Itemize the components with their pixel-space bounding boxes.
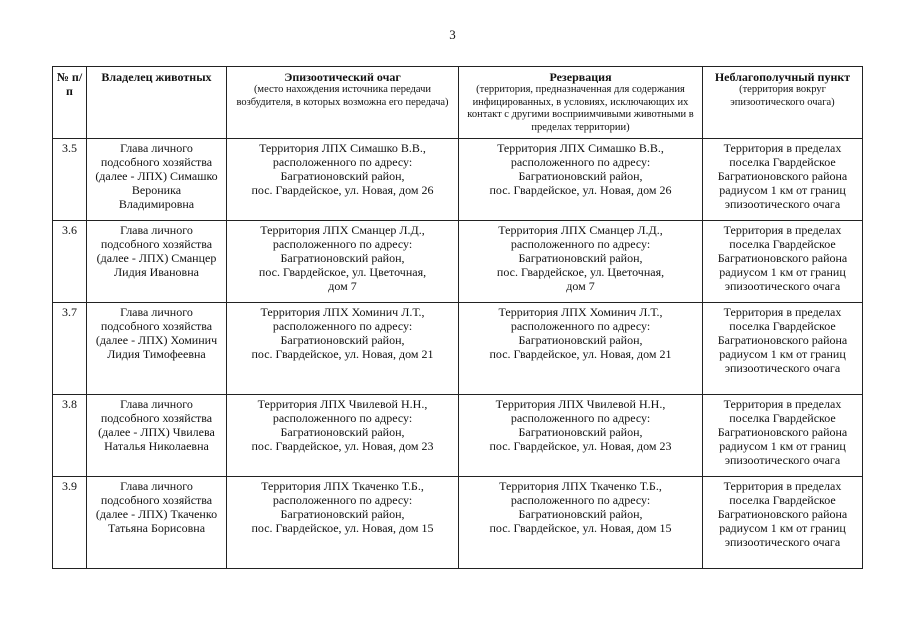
focus-cell: Территория ЛПХ Хоминич Л.Т., расположенного по адресу: Багратионовский район, пос. Гвардейское, ул. Новая, дом 21	[227, 303, 459, 395]
table-header-row	[53, 67, 863, 139]
epizootic-table	[52, 66, 863, 569]
header-reservation-subtitle: (территория, предназначенная для содержания инфицированных, в условиях, исключающих их контакт с другими восприимчивыми животными в пределах территории)	[467, 84, 694, 133]
focus-cell: Территория ЛПХ Сманцер Л.Д., расположенного по адресу: Багратионовский район, пос. Гвардейское, ул. Цветочная, дом 7	[227, 221, 459, 303]
header-focus-subtitle: (место нахождения источника передачи возбудителя, в которых возможна его передача)	[236, 84, 449, 108]
unfavorable-cell: Территория в пределах поселка Гвардейское Багратионовского района радиусом 1 км от границ эпизоотического очага	[703, 221, 863, 303]
header-owner: Владелец животных	[87, 67, 227, 139]
reservation-cell: Территория ЛПХ Ткаченко Т.Б., расположенного по адресу: Багратионовский район, пос. Гвардейское, ул. Новая, дом 15	[459, 477, 703, 569]
focus-cell: Территория ЛПХ Чвилевой Н.Н., расположенного по адресу: Багратионовский район, пос. Гвардейское, ул. Новая, дом 23	[227, 395, 459, 477]
row-number: 3.5	[53, 139, 87, 221]
unfavorable-cell: Территория в пределах поселка Гвардейское Багратионовского района радиусом 1 км от границ эпизоотического очага	[703, 139, 863, 221]
header-unfavorable	[703, 67, 863, 139]
table-row	[53, 303, 863, 395]
owner-cell: Глава личного подсобного хозяйства (далее - ЛПХ) Сманцер Лидия Ивановна	[87, 221, 227, 303]
row-number: 3.6	[53, 221, 87, 303]
table-row	[53, 139, 863, 221]
reservation-cell: Территория ЛПХ Сманцер Л.Д., расположенного по адресу: Багратионовский район, пос. Гвардейское, ул. Цветочная, дом 7	[459, 221, 703, 303]
owner-cell: Глава личного подсобного хозяйства (далее - ЛПХ) Хоминич Лидия Тимофеевна	[87, 303, 227, 395]
table-row	[53, 395, 863, 477]
reservation-cell: Территория ЛПХ Хоминич Л.Т., расположенного по адресу: Багратионовский район, пос. Гвардейское, ул. Новая, дом 21	[459, 303, 703, 395]
owner-cell: Глава личного подсобного хозяйства (далее - ЛПХ) Симашко Вероника Владимировна	[87, 139, 227, 221]
header-focus-title: Эпизоотический очаг	[284, 70, 401, 84]
reservation-cell: Территория ЛПХ Чвилевой Н.Н., расположенного по адресу: Багратионовский район, пос. Гвардейское, ул. Новая, дом 23	[459, 395, 703, 477]
header-reservation-title: Резервация	[549, 70, 612, 84]
row-number: 3.8	[53, 395, 87, 477]
focus-cell: Территория ЛПХ Ткаченко Т.Б., расположенного по адресу: Багратионовский район, пос. Гвардейское, ул. Новая, дом 15	[227, 477, 459, 569]
header-num: № п/п	[53, 67, 87, 139]
header-unfavorable-subtitle: (территория вокруг эпизоотического очага)	[730, 84, 835, 108]
row-number: 3.9	[53, 477, 87, 569]
reservation-cell: Территория ЛПХ Симашко В.В., расположенного по адресу: Багратионовский район, пос. Гвардейское, ул. Новая, дом 26	[459, 139, 703, 221]
unfavorable-cell: Территория в пределах поселка Гвардейское Багратионовского района радиусом 1 км от границ эпизоотического очага	[703, 395, 863, 477]
table-row	[53, 477, 863, 569]
unfavorable-cell: Территория в пределах поселка Гвардейское Багратионовского района радиусом 1 км от границ эпизоотического очага	[703, 477, 863, 569]
table-row	[53, 221, 863, 303]
header-reservation	[459, 67, 703, 139]
owner-cell: Глава личного подсобного хозяйства (далее - ЛПХ) Чвилева Наталья Николаевна	[87, 395, 227, 477]
page-number: 3	[449, 27, 456, 42]
row-number: 3.7	[53, 303, 87, 395]
unfavorable-cell: Территория в пределах поселка Гвардейское Багратионовского района радиусом 1 км от границ эпизоотического очага	[703, 303, 863, 395]
header-focus	[227, 67, 459, 139]
header-unfavorable-title: Неблагополучный пункт	[714, 70, 851, 84]
owner-cell: Глава личного подсобного хозяйства (далее - ЛПХ) Ткаченко Татьяна Борисовна	[87, 477, 227, 569]
focus-cell: Территория ЛПХ Симашко В.В., расположенного по адресу: Багратионовский район, пос. Гвардейское, ул. Новая, дом 26	[227, 139, 459, 221]
